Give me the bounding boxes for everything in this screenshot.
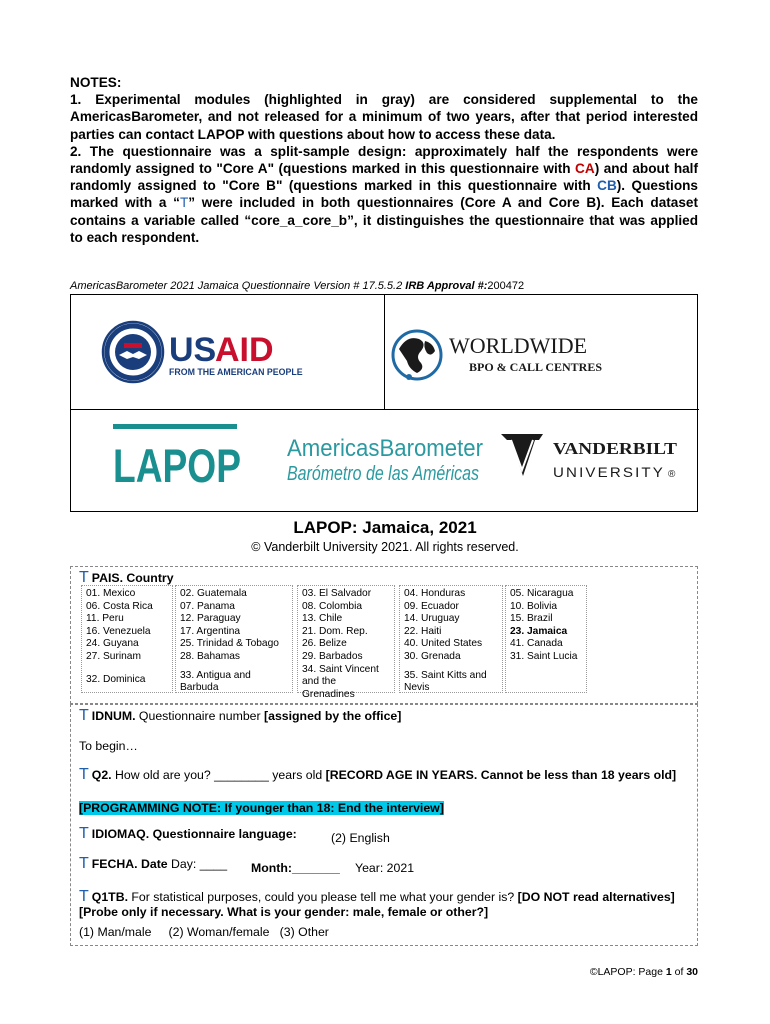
notes-heading: NOTES: (70, 75, 122, 90)
country-option: Barbuda (180, 682, 219, 694)
country-option: 29. Barbados (302, 650, 363, 662)
country-option: 40. United States (404, 638, 483, 650)
page-footer (590, 966, 698, 978)
country-option: Grenadines (302, 688, 355, 700)
usaid-aid: AID (215, 331, 274, 369)
country-option: 04. Honduras (404, 588, 466, 599)
country-option: 30. Grenada (404, 650, 461, 662)
country-option: 32. Dominica (86, 673, 146, 685)
lapop-logo-text: LAPOP (113, 439, 241, 492)
note-1: 1. Experimental modules (highlighted in gray) are considered supplemental to the AmericasBarometer, and not released for a minimum of two years, after that period interested parties can contact LAPOP with questions about how to access these data. (70, 92, 698, 142)
programming-note-highlight: [PROGRAMMING NOTE: If younger than 18: End the interview] (79, 801, 444, 815)
version-line (70, 280, 524, 292)
usaid-tagline: FROM THE AMERICAN PEOPLE (169, 367, 303, 377)
both-cores-marker: T (179, 195, 189, 211)
copyright-line: © Vanderbilt University 2021. All rights reserved. (251, 540, 519, 554)
fecha-code: FECHA. Date (91, 857, 168, 871)
country-option: 17. Argentina (180, 625, 241, 637)
logo-table (70, 294, 698, 512)
footer-of: of (671, 966, 687, 978)
core-a-marker: CA (575, 161, 595, 177)
country-option: 12. Paraguay (180, 613, 241, 625)
footer-page: 1 (665, 966, 672, 978)
usaid-logo-cell (71, 295, 385, 410)
q1tb-instruction: [DO NOT read alternatives] [Probe only if necessary. What is your gender: male, female or other?] (79, 890, 675, 919)
country-option: 25. Trinidad & Tobago (180, 638, 279, 650)
t-marker: T (79, 825, 89, 842)
country-option: 33. Antigua and (180, 669, 251, 681)
country-option: 41. Canada (510, 638, 563, 650)
country-column-3 (297, 585, 395, 700)
t-marker: T (79, 888, 89, 905)
country-option: 08. Colombia (302, 600, 363, 612)
americasbarometer-text: AmericasBarometer (287, 435, 484, 462)
core-b-marker: CB (597, 178, 617, 194)
fecha-day: Day: ____ (167, 857, 228, 871)
country-column-1 (81, 585, 173, 693)
country-option: 01. Mexico (86, 588, 136, 599)
idiomaq-question (79, 825, 297, 843)
country-option: 15. Brazil (510, 613, 553, 625)
q1tb-code: Q1TB. (91, 890, 128, 904)
questions-box (70, 704, 698, 946)
idnum-code: IDNUM. (91, 709, 136, 723)
t-marker: T (79, 707, 89, 724)
country-option: 02. Guatemala (180, 588, 247, 599)
fecha-year: Year: 2021 (355, 861, 415, 875)
footer-total: 30 (686, 966, 698, 978)
q1tb-options: (1) Man/male (2) Woman/female (3) Other (79, 925, 329, 939)
idnum-note: [assigned by the office] (264, 709, 402, 723)
worldwide-logo (385, 295, 697, 409)
country-option: Nevis (404, 682, 430, 694)
usaid-us: US (169, 331, 217, 369)
country-option: 11. Peru (86, 613, 124, 625)
usaid-logo (71, 295, 383, 409)
country-option: 10. Bolivia (510, 600, 558, 612)
lapop-logo-row (71, 410, 699, 513)
irb-label: IRB Approval #: (405, 280, 488, 292)
note-2 (70, 143, 698, 246)
country-option: and the (302, 676, 336, 688)
notes-block (70, 74, 698, 246)
q1tb-text: For statistical purposes, could you please tell me what your gender is? (128, 890, 518, 904)
q2-text: How old are you? ________ years old (111, 768, 326, 782)
country-column-5 (505, 585, 587, 693)
country-grid (81, 585, 689, 700)
vanderbilt-name: VANDERBILT (553, 439, 678, 458)
q1tb-question (79, 889, 684, 920)
t-marker: T (79, 855, 89, 872)
country-option: 24. Guyana (86, 638, 139, 650)
t-marker: T (79, 766, 89, 783)
country-option: 07. Panama (180, 600, 235, 612)
country-option: 28. Bahamas (180, 650, 241, 662)
country-column-2 (175, 585, 293, 693)
pais-question-box (70, 566, 698, 704)
country-option: 16. Venezuela (86, 625, 151, 637)
idnum-question (79, 707, 401, 725)
page-title: LAPOP: Jamaica, 2021 (293, 518, 477, 537)
country-option: 26. Belize (302, 638, 347, 650)
vanderbilt-university: UNIVERSITY (553, 464, 665, 480)
idnum-text: Questionnaire number (135, 709, 265, 723)
country-option: 03. El Salvador (302, 588, 372, 599)
note-2-part-b: ) and about half randomly assigned to "Core B" (questions marked in this questionnaire with (70, 161, 698, 194)
fecha-question (79, 855, 227, 873)
country-option: 21. Dom. Rep. (302, 625, 368, 637)
worldwide-tagline: BPO & CALL CENTRES (469, 360, 603, 374)
worldwide-name: WORLDWIDE (449, 333, 588, 358)
country-option: 06. Costa Rica (86, 600, 153, 612)
idiomaq-label: IDIOMAQ. Questionnaire language: (91, 827, 297, 841)
country-column-4 (399, 585, 503, 693)
country-option: 05. Nicaragua (510, 588, 574, 599)
footer-prefix: ©LAPOP: Page (589, 966, 666, 978)
q2-instruction: [RECORD AGE IN YEARS. Cannot be less than 18 years old] (325, 768, 677, 782)
note-2-part-a: 2. The questionnaire was a split-sample design: approximately half the respondents were randomly assigned to "Core A" (questions marked in this questionnaire with (70, 143, 698, 177)
note-2-part-d: ” were included in both questionnaires (Core A and Core B). Each dataset contains a variable called “core_a_core_b”, it distinguishes the questionnaire that was applied to each respondent. (70, 195, 698, 245)
idiomaq-value: (2) English (331, 831, 390, 845)
q2-code: Q2. (91, 768, 112, 782)
barometro-text: Barómetro de las Américas (287, 463, 479, 485)
irb-number: 200472 (487, 280, 525, 292)
note-2-part-c: ). Questions marked with a “ (70, 178, 698, 211)
fecha-month: Month:_______ (251, 861, 340, 875)
q2-programming-note (79, 801, 444, 815)
country-option: 27. Surinam (86, 650, 141, 662)
country-option: 31. Saint Lucia (510, 650, 578, 662)
country-option: 14. Uruguay (404, 613, 460, 625)
t-marker: T (79, 569, 89, 586)
vanderbilt-registered-mark: ® (668, 469, 676, 480)
worldwide-logo-cell (385, 295, 699, 410)
country-option-selected: 23. Jamaica (510, 625, 568, 637)
version-text: AmericasBarometer 2021 Jamaica Questionnaire Version # 17.5.5.2 (70, 280, 406, 292)
lapop-ab-vanderbilt-logos (71, 410, 697, 512)
pais-label: PAIS. Country (91, 571, 174, 585)
country-option: 13. Chile (302, 613, 343, 625)
q2-question (79, 767, 679, 783)
country-option: 35. Saint Kitts and (404, 669, 487, 681)
begin-text: To begin… (79, 739, 138, 753)
spacer (86, 664, 168, 674)
country-option: 34. Saint Vincent (302, 663, 379, 675)
country-option: 09. Ecuador (404, 600, 459, 612)
country-option: 22. Haiti (404, 625, 442, 637)
